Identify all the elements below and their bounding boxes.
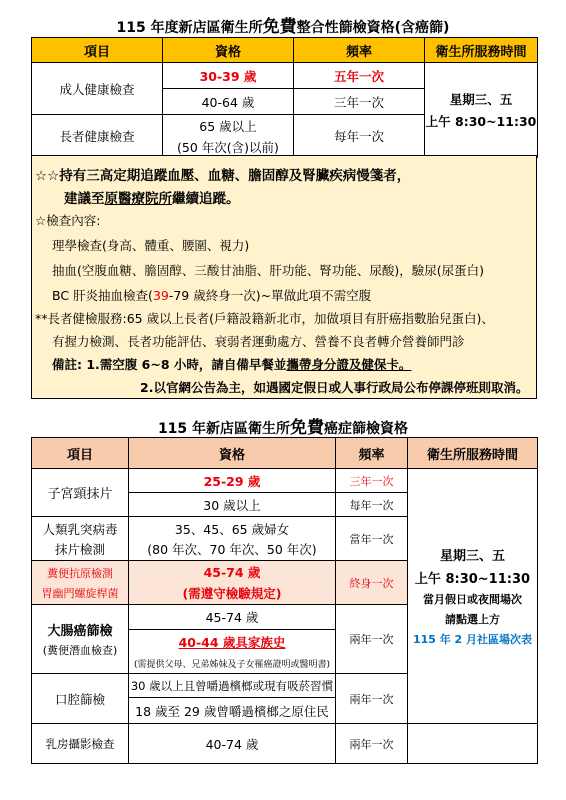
note-line-4: 理學檢查(身高、體重、腰圍、視力) [52, 238, 250, 253]
header-service-time: 衛生所服務時間 [425, 38, 538, 63]
oral-frequency: 兩年一次 [336, 674, 408, 724]
colon-item-line2: (糞便潛血檢查) [42, 644, 118, 657]
note-line-3: ☆檢查內容: [35, 213, 101, 228]
oral-eligibility-2: 18 歲至 29 歲曾嚼過檳榔之原住民 [129, 698, 336, 724]
hpylori-frequency: 終身一次 [336, 561, 408, 605]
header-item: 項目 [32, 438, 129, 469]
service-days: 星期三、五 [439, 549, 505, 564]
note-line-8: 有握力檢測、長者功能評估、衰弱者運動處方、營養不良者轉介營養師門診 [52, 334, 465, 349]
doc2-title [0, 413, 566, 438]
note-line-2-pre: 建議至 [64, 191, 105, 207]
service-days: 星期三、五 [449, 92, 513, 107]
note-line-10: 2.以官網公告為主，如遇國定假日或人事行政局公布停課停班則取消。 [140, 380, 529, 395]
hpv-eligibility-line1: 35、45、65 歲婦女 [174, 521, 290, 537]
header-service-time: 衛生所服務時間 [408, 438, 538, 469]
colon-item-line1: 大腸癌篩檢 [47, 624, 113, 639]
service-time-cell [425, 63, 538, 158]
hpylori-eligibility-line2: (需遵守檢驗規定) [182, 586, 282, 601]
note-line-6 [52, 286, 371, 304]
senior-eligibility [163, 115, 294, 158]
doc2-title-post: 癌症篩檢資格 [324, 421, 409, 437]
hpv-item-line1: 人類乳突病毒 [42, 521, 118, 537]
service-hours: 上午 8:30~11:30 [414, 572, 531, 587]
integrated-screening-table [31, 37, 538, 158]
note-line-2-underlined: 原醫療院所 [104, 191, 172, 207]
adult-eligibility-1: 30-39 歲 [163, 63, 294, 89]
hpylori-item-line2: 胃幽門螺旋桿菌 [41, 586, 119, 600]
note-line-1: ☆☆持有三高定期追蹤血壓、血糖、膽固醇及腎臟疾病慢箋者， [35, 168, 411, 184]
note-line-9-underlined: 攜帶身分證及健保卡。 [286, 357, 412, 372]
colon-eligibility-1: 45-74 歲 [129, 605, 336, 630]
colon-eligibility-2-note: (需提供父母、兄弟姊妹及子女罹癌證明或醫明書) [133, 660, 331, 670]
hpv-eligibility-line2: (80 年次、70 年次、50 年次) [147, 541, 317, 557]
table-header-row [32, 38, 538, 63]
colon-item [32, 605, 129, 674]
senior-checkup-item: 長者健康檢查 [32, 115, 163, 158]
service-schedule-link[interactable]: 115 年 2 月社區場次表 [412, 633, 533, 646]
note-line-6-pre: BC 肝炎抽血檢查( [52, 288, 153, 303]
note-line-2-post: 繼續追蹤。 [172, 191, 240, 207]
service-time-cell [408, 469, 538, 724]
note-line-6-post: -79 歲終身一次)~單做此項不需空腹 [168, 288, 372, 303]
hpylori-eligibility [129, 561, 336, 605]
cervical-frequency-1: 三年一次 [336, 469, 408, 493]
service-hours: 上午 8:30~11:30 [425, 114, 537, 129]
header-frequency: 頻率 [294, 38, 425, 63]
header-frequency: 頻率 [336, 438, 408, 469]
doc1-title [0, 12, 566, 37]
hpv-item [32, 517, 129, 561]
colon-eligibility-2-main: 40-44 歲具家族史 [178, 635, 286, 650]
note-line-2 [64, 187, 240, 207]
oral-item: 口腔篩檢 [32, 674, 129, 724]
note-line-9 [52, 355, 411, 373]
breast-eligibility: 40-74 歲 [129, 724, 336, 764]
notes-box [31, 155, 537, 399]
service-click-note: 請點選上方 [445, 613, 500, 626]
note-line-5: 抽血(空腹血糖、膽固醇、三酸甘油脂、肝功能、腎功能、尿酸)，驗尿(尿蛋白) [52, 263, 485, 278]
senior-eligibility-line2: (50 年次(含)以前) [177, 139, 279, 155]
breast-item: 乳房攝影檢查 [32, 724, 129, 764]
table-row [32, 724, 538, 764]
hpylori-item-line1: 糞便抗原檢測 [47, 566, 113, 580]
hpylori-item [32, 561, 129, 605]
cervical-eligibility-2: 30 歲以上 [129, 493, 336, 517]
hpylori-eligibility-line1: 45-74 歲 [203, 565, 261, 580]
senior-eligibility-line1: 65 歲以上 [199, 118, 257, 134]
doc2-title-free: 免費 [290, 418, 325, 438]
adult-eligibility-2: 40-64 歲 [163, 89, 294, 115]
doc2-title-pre: 115 年新店區衛生所 [157, 421, 291, 437]
doc1-title-pre: 115 年度新店區衛生所 [116, 20, 263, 36]
colon-eligibility-2 [129, 630, 336, 674]
note-line-7: **長者健檢服務:65 歲以上長者(戶籍設籍新北市，加做項目有肝癌指數胎兒蛋白)、 [35, 311, 494, 326]
senior-frequency: 每年一次 [294, 115, 425, 158]
oral-eligibility-1: 30 歲以上且曾嚼過檳榔或現有吸菸習慣 [129, 674, 336, 698]
adult-frequency-1: 五年一次 [294, 63, 425, 89]
breast-service-empty [408, 724, 538, 764]
table-row [32, 63, 538, 89]
breast-frequency: 兩年一次 [336, 724, 408, 764]
header-eligibility: 資格 [163, 38, 294, 63]
hpv-eligibility [129, 517, 336, 561]
adult-frequency-2: 三年一次 [294, 89, 425, 115]
cancer-screening-table [31, 437, 538, 764]
hpv-item-line2: 抹片檢測 [54, 541, 105, 557]
adult-checkup-item: 成人健康檢查 [32, 63, 163, 115]
doc1-title-post: 整合性篩檢資格(含癌篩) [296, 20, 450, 36]
header-item: 項目 [32, 38, 163, 63]
service-weekend-note: 當月假日或夜間場次 [423, 593, 522, 606]
colon-frequency: 兩年一次 [336, 605, 408, 674]
cervical-eligibility-1: 25-29 歲 [129, 469, 336, 493]
cervical-item: 子宮頸抹片 [32, 469, 129, 517]
cervical-frequency-2: 每年一次 [336, 493, 408, 517]
table-header-row [32, 438, 538, 469]
note-line-9-pre: 備註: 1.需空腹 6~8 小時，請自備早餐並 [52, 357, 287, 372]
table-row [32, 469, 538, 493]
header-eligibility: 資格 [129, 438, 336, 469]
note-line-6-red: 39 [152, 288, 169, 303]
hpv-frequency: 當年一次 [336, 517, 408, 561]
doc1-title-free: 免費 [262, 17, 297, 37]
